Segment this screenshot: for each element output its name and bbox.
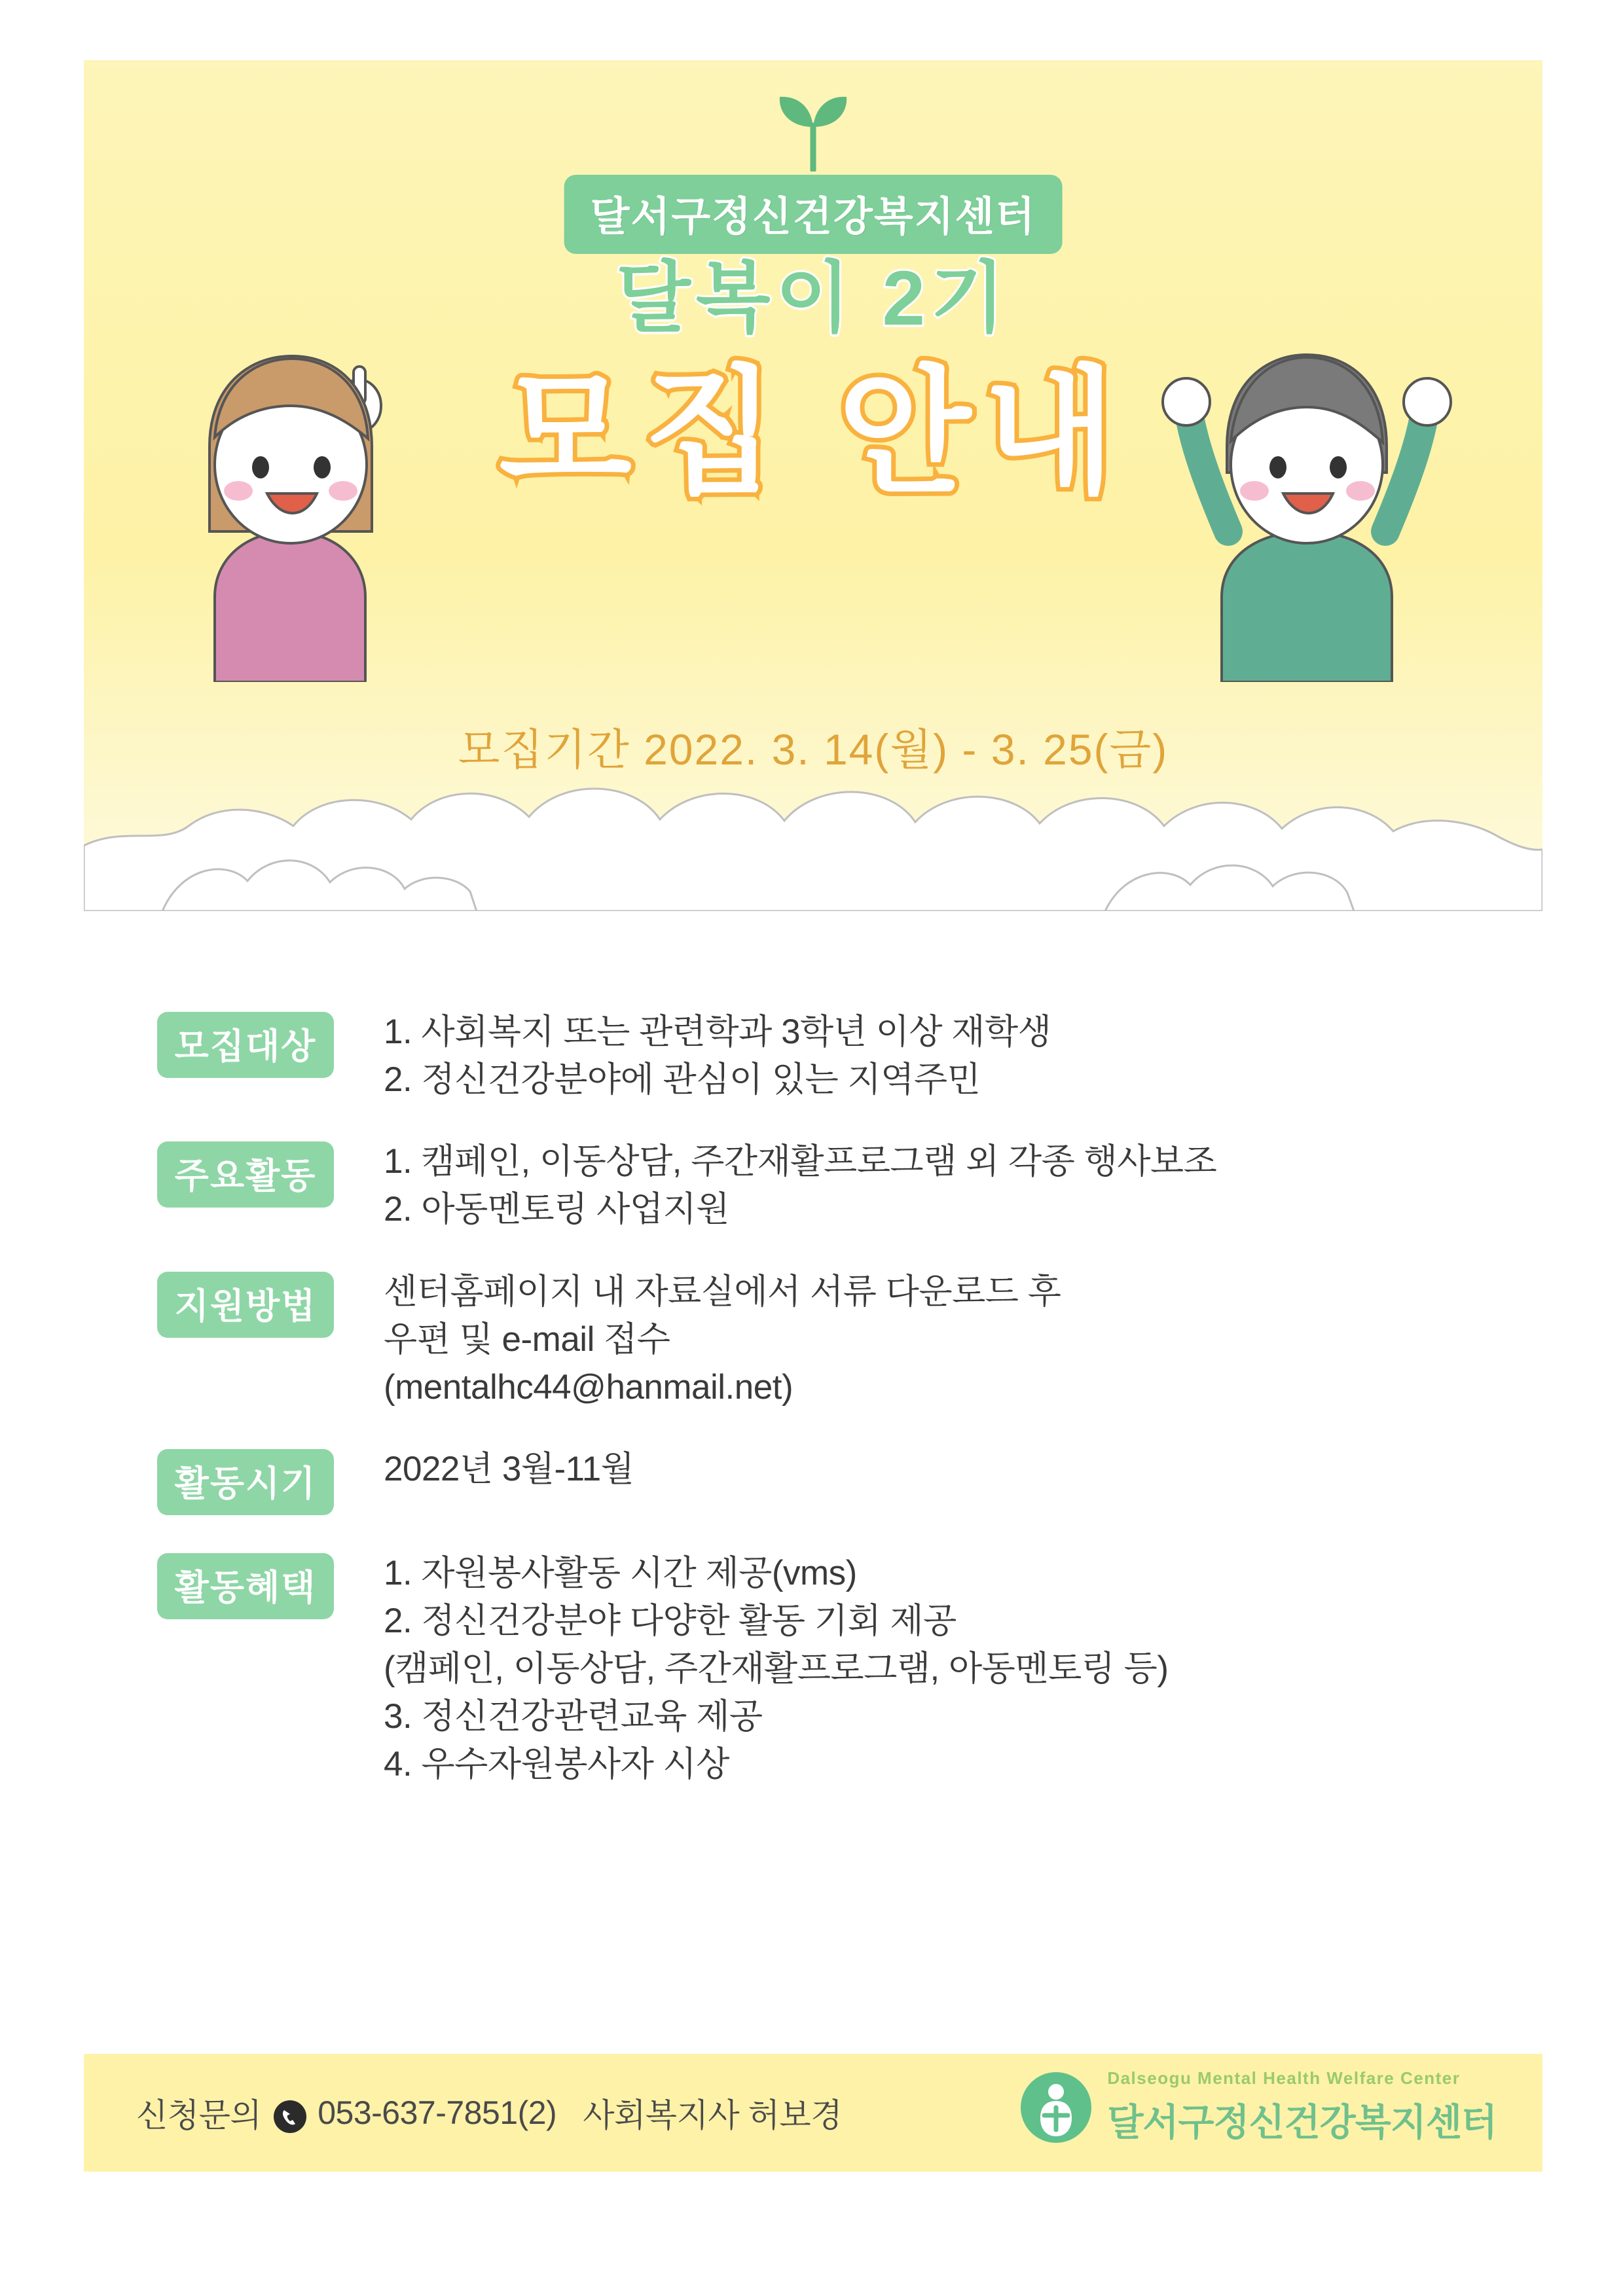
row-line-email: (mentalhc44@hanmail.net) <box>384 1367 793 1407</box>
info-row-target <box>157 1008 1499 1103</box>
row-line: 2. 아동멘토링 사업지원 <box>384 1190 729 1229</box>
row-line: 1. 캠페인, 이동상담, 주간재활프로그램 외 각종 행사보조 <box>384 1142 1217 1181</box>
row-line: 3. 정신건강관련교육 제공 <box>384 1697 763 1736</box>
logo-text-block <box>1107 2068 1497 2146</box>
footer-logo <box>1019 2068 1497 2146</box>
tag-label-benefits: 활동혜택 <box>157 1553 334 1619</box>
row-content-activities <box>334 1138 1499 1233</box>
info-row-apply-method <box>157 1268 1499 1411</box>
center-logo-icon <box>1019 2071 1093 2144</box>
logo-text-ko: 달서구정신건강복지센터 <box>1107 2102 1497 2144</box>
row-line: 4. 우수자원봉사자 시상 <box>384 1745 729 1784</box>
tag-label-apply-method: 지원방법 <box>157 1272 334 1338</box>
row-line: 2. 정신건강분야에 관심이 있는 지역주민 <box>384 1060 981 1100</box>
row-line: (캠페인, 이동상담, 주간재활프로그램, 아동멘토링 등) <box>384 1649 1169 1689</box>
row-line: 센터홈페이지 내 자료실에서 서류 다운로드 후 <box>384 1272 1061 1311</box>
row-content-apply-method <box>334 1268 1499 1411</box>
poster-title-line2: 모집 안내 <box>499 355 1127 509</box>
contact-staff: 사회복지사 허보경 <box>583 2097 842 2134</box>
row-content-period <box>334 1445 1499 1493</box>
character-right <box>1143 315 1470 682</box>
poster-title-line1: 달복이 2기 <box>615 255 1011 342</box>
row-line: 1. 자원봉사활동 시간 제공(vms) <box>384 1553 857 1592</box>
tag-label-activities: 주요활동 <box>157 1141 334 1208</box>
hero-banner <box>84 60 1542 911</box>
contact-label: 신청문의 <box>136 2097 262 2134</box>
row-content-benefits <box>334 1549 1499 1789</box>
row-content-target <box>334 1008 1499 1103</box>
logo-text-en: Dalseogu Mental Health Welfare Center <box>1107 2068 1461 2088</box>
sprout-icon <box>764 86 862 171</box>
footer-contact <box>84 2089 842 2136</box>
character-left <box>175 315 477 682</box>
recruitment-period: 모집기간 2022. 3. 14(월) - 3. 25(금) <box>458 725 1169 774</box>
tag-label-target: 모집대상 <box>157 1012 334 1078</box>
center-name-badge: 달서구정신건강복지센터 <box>564 175 1063 254</box>
row-line: 2. 정신건강분야 다양한 활동 기회 제공 <box>384 1602 957 1640</box>
info-table <box>157 1008 1499 1823</box>
row-line: 1. 사회복지 또는 관련학과 3학년 이상 재학생 <box>384 1013 1051 1051</box>
telephone-icon <box>273 2100 307 2134</box>
info-row-benefits <box>157 1549 1499 1789</box>
info-row-activities <box>157 1138 1499 1233</box>
row-line: 우편 및 e-mail 접수 <box>384 1319 670 1359</box>
row-line: 2022년 3월-11월 <box>384 1449 634 1488</box>
contact-phone: 053-637-7851(2) <box>318 2094 557 2131</box>
info-row-period <box>157 1445 1499 1515</box>
footer-bar <box>84 2054 1542 2172</box>
tag-label-period: 활동시기 <box>157 1449 334 1515</box>
